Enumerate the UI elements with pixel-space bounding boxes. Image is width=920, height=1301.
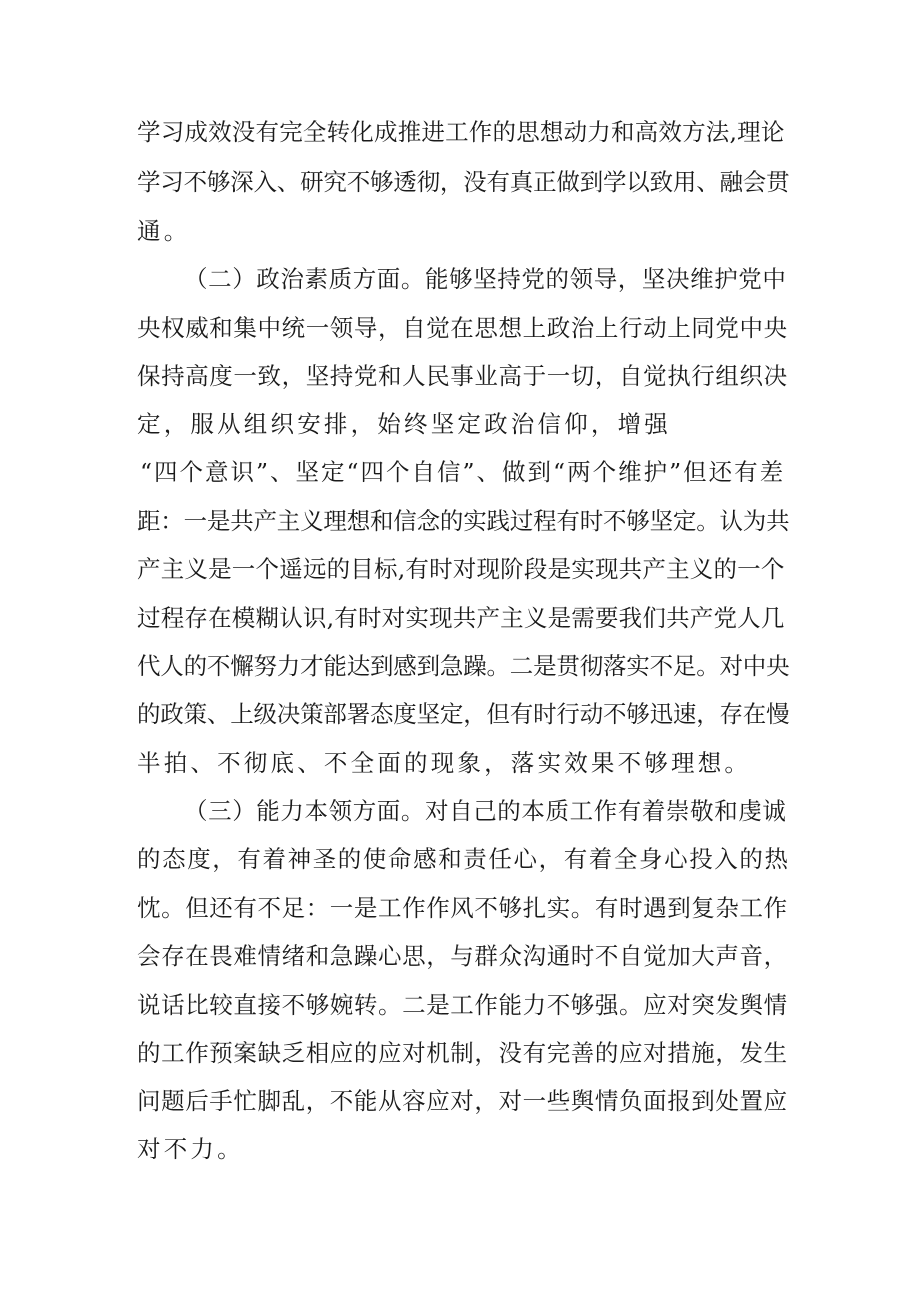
text-line: 过程存在模糊认识,有时对实现共产主义是需要我们共产党人几 xyxy=(137,604,785,632)
text-line: 通。 xyxy=(137,217,191,245)
text-line: “四个意识”、坚定“四个自信”、做到“两个维护”但还有差 xyxy=(140,458,786,486)
text-line: 的政策、上级决策部署态度坚定，但有时行动不够迅速，存在慢 xyxy=(137,700,790,728)
text-line: 代人的不懈努力才能达到感到急躁。二是贯彻落实不足。对中央 xyxy=(137,652,790,680)
text-line: 会存在畏难情绪和急躁心思，与群众沟通时不自觉加大声音， xyxy=(137,942,788,970)
text-line: 对不力。 xyxy=(137,1135,244,1163)
paragraph-heading-line: （三）能力本领方面。对自己的本质工作有着崇敬和虔诚 xyxy=(184,797,787,825)
text-line: 忱。但还有不足：一是工作作风不够扎实。有时遇到复杂工作 xyxy=(137,894,788,922)
paragraph-heading-line: （二）政治素质方面。能够坚持党的领导，坚决维护党中 xyxy=(184,265,787,293)
text-line: 学习不够深入、研究不够透彻，没有真正做到学以致用、融会贯 xyxy=(137,168,790,196)
text-line: 距：一是共产主义理想和信念的实践过程有时不够坚定。认为共 xyxy=(137,507,790,535)
text-line: 学习成效没有完全转化成推进工作的思想动力和高效方法,理论 xyxy=(137,118,785,146)
text-line: 的态度，有着神圣的使命感和责任心，有着全身心投入的热 xyxy=(137,845,790,873)
text-line: 保持高度一致，坚持党和人民事业高于一切，自觉执行组织决 xyxy=(137,362,788,390)
text-line: 半拍、不彻底、不全面的现象，落实效果不够理想。 xyxy=(137,749,752,777)
text-line: 问题后手忙脚乱，不能从容应对，对一些舆情负面报到处置应 xyxy=(137,1087,788,1115)
text-line: 产主义是一个遥远的目标,有时对现阶段是实现共产主义的一个 xyxy=(137,555,785,583)
text-line: 央权威和集中统一领导，自觉在思想上政治上行动上同党中央 xyxy=(137,314,788,342)
text-line: 定，服从组织安排，始终坚定政治信仰，增强 xyxy=(137,410,671,438)
text-line: 说话比较直接不够婉转。二是工作能力不够强。应对突发舆情 xyxy=(137,991,788,1019)
text-line: 的工作预案缺乏相应的应对机制，没有完善的应对措施，发生 xyxy=(137,1039,788,1067)
